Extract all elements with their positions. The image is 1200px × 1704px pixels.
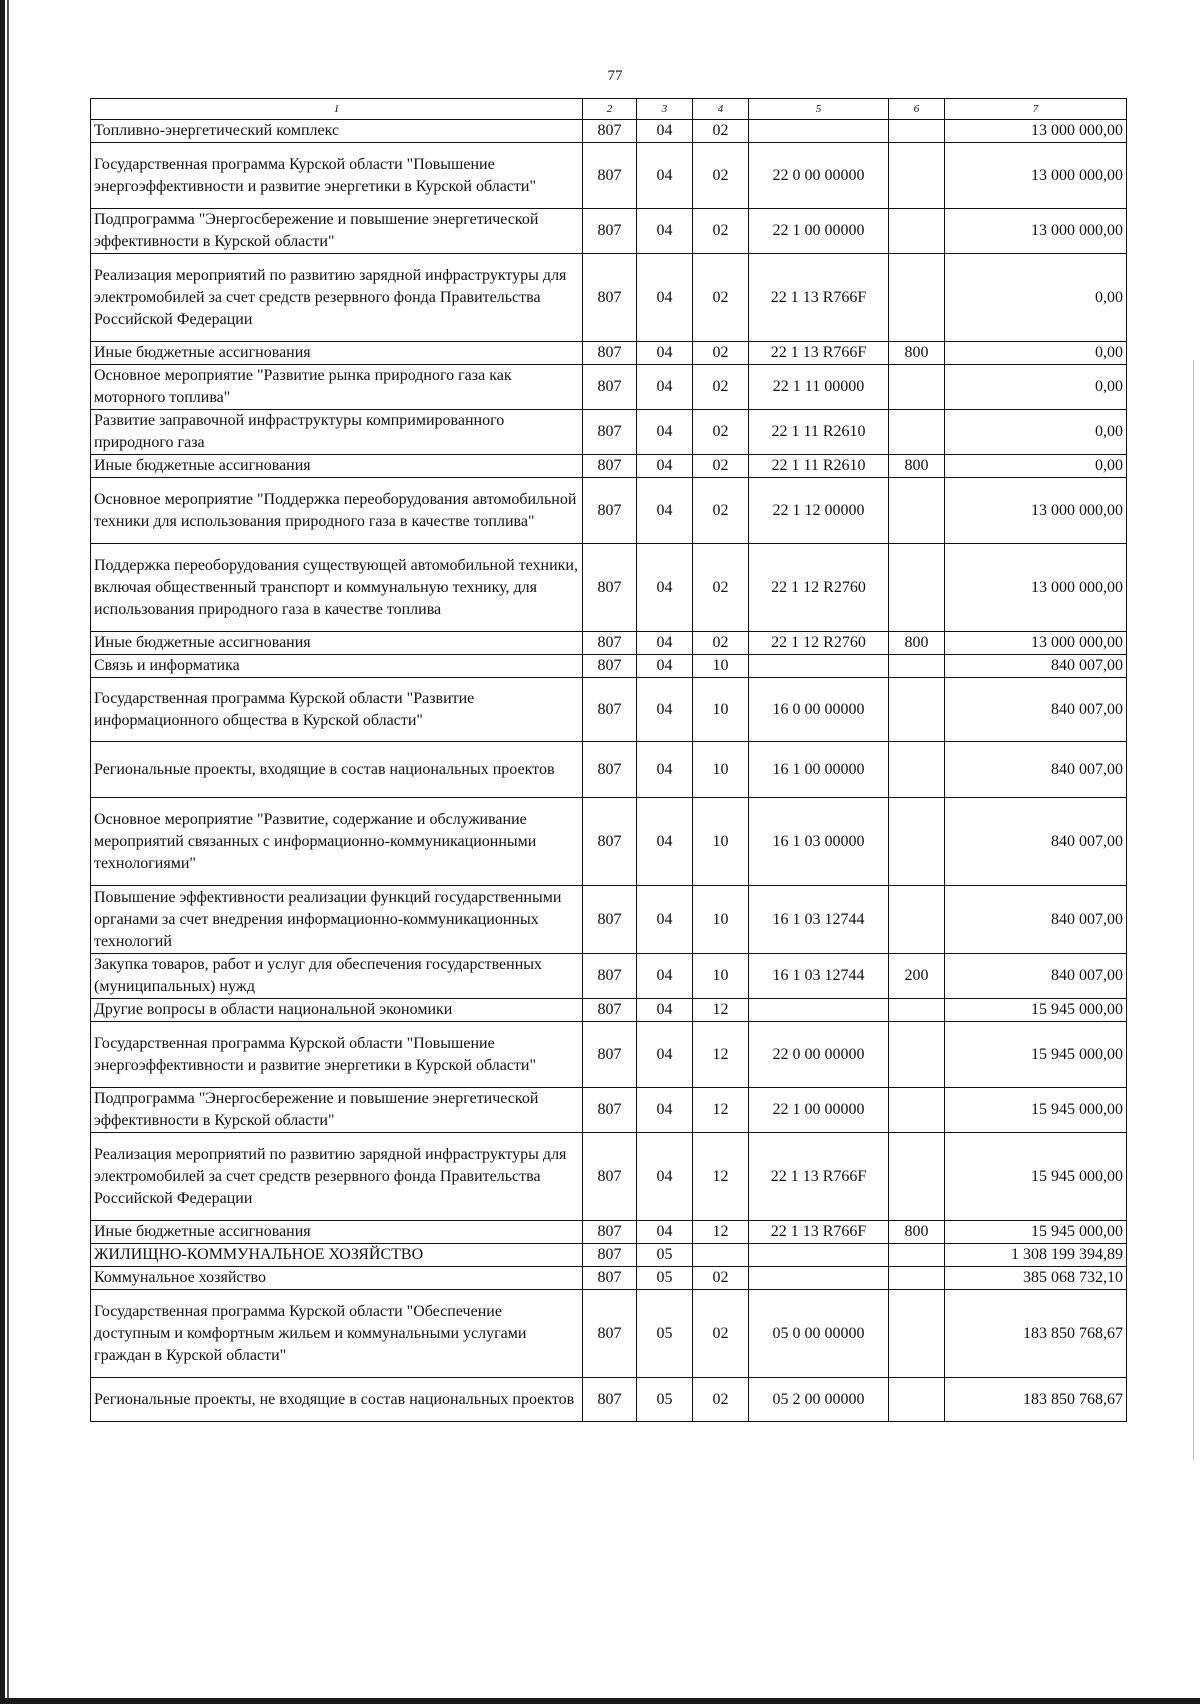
table-row [91,410,1127,455]
code-subsection: 02 [693,143,749,209]
code-gov: 807 [583,544,637,632]
code-subsection: 10 [693,655,749,678]
code-subsection: 02 [693,1290,749,1378]
row-amount: 840 007,00 [945,678,1127,742]
code-gov: 807 [583,1244,637,1267]
code-expense-type [889,655,945,678]
row-name: Закупка товаров, работ и услуг для обеспечения государственных (муниципальных) нужд [91,954,583,999]
code-expense-type [889,410,945,455]
code-subsection: 02 [693,342,749,365]
code-expense-type [889,742,945,798]
code-section: 04 [637,742,693,798]
table-row [91,254,1127,342]
code-subsection: 02 [693,254,749,342]
code-target [749,1267,889,1290]
table-row [91,1244,1127,1267]
column-header: 5 [749,99,889,120]
table-row [91,954,1127,999]
row-amount: 840 007,00 [945,742,1127,798]
table-row [91,478,1127,544]
table-row [91,999,1127,1022]
code-subsection: 10 [693,798,749,886]
code-expense-type [889,1022,945,1088]
code-gov: 807 [583,478,637,544]
table-row [91,632,1127,655]
row-amount: 15 945 000,00 [945,1022,1127,1088]
code-expense-type: 200 [889,954,945,999]
code-subsection: 12 [693,1133,749,1221]
table-row [91,886,1127,954]
code-gov: 807 [583,798,637,886]
code-section: 04 [637,655,693,678]
code-target: 22 1 13 R766F [749,1221,889,1244]
code-section: 04 [637,678,693,742]
code-subsection: 10 [693,678,749,742]
table-row [91,143,1127,209]
row-name: Подпрограмма "Энергосбережение и повышение энергетической эффективности в Курской области" [91,1088,583,1133]
row-name: Другие вопросы в области национальной экономики [91,999,583,1022]
row-name: Государственная программа Курской области "Обеспечение доступным и комфортным жильем и коммунальными услугами граждан в Курской области" [91,1290,583,1378]
table-row [91,342,1127,365]
code-expense-type: 800 [889,455,945,478]
code-section: 04 [637,954,693,999]
table-row [91,365,1127,410]
code-subsection: 02 [693,632,749,655]
row-name: Иные бюджетные ассигнования [91,632,583,655]
code-gov: 807 [583,1088,637,1133]
code-target [749,655,889,678]
code-section: 05 [637,1290,693,1378]
code-expense-type [889,886,945,954]
table-row [91,209,1127,254]
code-gov: 807 [583,954,637,999]
row-name: Развитие заправочной инфраструктуры компримированного природного газа [91,410,583,455]
code-expense-type [889,999,945,1022]
scan-border-right [1193,360,1194,1460]
code-subsection [693,1244,749,1267]
code-expense-type [889,678,945,742]
code-target: 22 1 12 00000 [749,478,889,544]
row-amount: 0,00 [945,410,1127,455]
code-expense-type [889,1133,945,1221]
row-amount: 15 945 000,00 [945,1133,1127,1221]
code-section: 04 [637,1088,693,1133]
code-gov: 807 [583,1133,637,1221]
row-name: Основное мероприятие "Поддержка переоборудования автомобильной техники для использования природного газа в качестве топлива" [91,478,583,544]
code-target [749,120,889,143]
code-gov: 807 [583,1022,637,1088]
code-subsection: 12 [693,1022,749,1088]
code-section: 04 [637,342,693,365]
code-target [749,999,889,1022]
code-expense-type [889,143,945,209]
row-name: Подпрограмма "Энергосбережение и повышение энергетической эффективности в Курской области" [91,209,583,254]
column-header: 3 [637,99,693,120]
code-gov: 807 [583,455,637,478]
table-row [91,1022,1127,1088]
code-expense-type [889,1267,945,1290]
code-target: 16 1 03 12744 [749,886,889,954]
code-target: 22 1 11 R2610 [749,455,889,478]
code-section: 04 [637,632,693,655]
table-row [91,455,1127,478]
row-name: Государственная программа Курской области "Повышение энергоэффективности и развитие энергетики в Курской области" [91,143,583,209]
code-expense-type [889,1244,945,1267]
row-name: Государственная программа Курской области "Развитие информационного общества в Курской области" [91,678,583,742]
code-target: 22 1 13 R766F [749,1133,889,1221]
code-subsection: 02 [693,365,749,410]
row-name: Иные бюджетные ассигнования [91,342,583,365]
row-name: Реализация мероприятий по развитию зарядной инфраструктуры для электромобилей за счет средств резервного фонда Правительства Российской Федерации [91,254,583,342]
row-amount: 13 000 000,00 [945,544,1127,632]
row-amount: 15 945 000,00 [945,1088,1127,1133]
code-subsection: 10 [693,954,749,999]
code-section: 04 [637,209,693,254]
code-section: 04 [637,544,693,632]
code-gov: 807 [583,1290,637,1378]
code-section: 04 [637,120,693,143]
code-expense-type [889,254,945,342]
code-gov: 807 [583,120,637,143]
row-amount: 840 007,00 [945,954,1127,999]
row-amount: 385 068 732,10 [945,1267,1127,1290]
scan-border-left [0,0,5,1704]
code-target: 22 0 00 00000 [749,143,889,209]
column-header: 4 [693,99,749,120]
row-amount: 0,00 [945,254,1127,342]
code-subsection: 02 [693,1267,749,1290]
code-gov: 807 [583,1267,637,1290]
column-number-row [91,99,1127,120]
table-row [91,1290,1127,1378]
code-subsection: 02 [693,209,749,254]
row-amount: 183 850 768,67 [945,1290,1127,1378]
code-target: 22 1 12 R2760 [749,632,889,655]
column-header: 2 [583,99,637,120]
row-amount: 13 000 000,00 [945,143,1127,209]
code-gov: 807 [583,143,637,209]
row-amount: 13 000 000,00 [945,209,1127,254]
table-row [91,120,1127,143]
code-section: 04 [637,410,693,455]
code-section: 04 [637,1221,693,1244]
code-gov: 807 [583,410,637,455]
row-name: Иные бюджетные ассигнования [91,1221,583,1244]
table-row [91,1221,1127,1244]
row-amount: 0,00 [945,455,1127,478]
row-name: ЖИЛИЩНО-КОММУНАЛЬНОЕ ХОЗЯЙСТВО [91,1244,583,1267]
code-section: 04 [637,478,693,544]
code-section: 04 [637,455,693,478]
table-row [91,678,1127,742]
row-amount: 15 945 000,00 [945,999,1127,1022]
row-amount: 0,00 [945,342,1127,365]
code-target: 22 1 00 00000 [749,1088,889,1133]
code-target [749,1244,889,1267]
code-expense-type [889,209,945,254]
code-gov: 807 [583,1221,637,1244]
code-target: 22 1 13 R766F [749,254,889,342]
code-section: 04 [637,1022,693,1088]
row-name: Связь и информатика [91,655,583,678]
row-amount: 840 007,00 [945,886,1127,954]
row-amount: 183 850 768,67 [945,1378,1127,1422]
code-section: 05 [637,1244,693,1267]
row-name: Повышение эффективности реализации функций государственными органами за счет внедрения информационно-коммуникационных технологий [91,886,583,954]
code-gov: 807 [583,999,637,1022]
code-gov: 807 [583,342,637,365]
code-expense-type [889,544,945,632]
row-amount: 840 007,00 [945,655,1127,678]
code-subsection: 02 [693,455,749,478]
code-gov: 807 [583,632,637,655]
code-target: 16 1 03 00000 [749,798,889,886]
code-target: 22 1 13 R766F [749,342,889,365]
code-target: 22 1 11 R2610 [749,410,889,455]
scan-border-left-inner [7,0,9,1704]
table-row [91,798,1127,886]
code-target: 16 1 03 12744 [749,954,889,999]
row-amount: 840 007,00 [945,798,1127,886]
code-subsection: 02 [693,478,749,544]
row-amount: 15 945 000,00 [945,1221,1127,1244]
code-target: 05 0 00 00000 [749,1290,889,1378]
code-target: 22 0 00 00000 [749,1022,889,1088]
code-gov: 807 [583,1378,637,1422]
code-gov: 807 [583,886,637,954]
code-expense-type: 800 [889,342,945,365]
table-row [91,544,1127,632]
code-expense-type [889,1378,945,1422]
code-expense-type: 800 [889,1221,945,1244]
column-header: 6 [889,99,945,120]
code-target: 16 1 00 00000 [749,742,889,798]
code-expense-type [889,1290,945,1378]
code-subsection: 10 [693,742,749,798]
code-gov: 807 [583,742,637,798]
code-subsection: 12 [693,1221,749,1244]
row-name: Реализация мероприятий по развитию зарядной инфраструктуры для электромобилей за счет средств резервного фонда Правительства Российской Федерации [91,1133,583,1221]
row-name: Коммунальное хозяйство [91,1267,583,1290]
code-section: 04 [637,365,693,410]
code-subsection: 12 [693,1088,749,1133]
code-target: 22 1 11 00000 [749,365,889,410]
code-section: 05 [637,1378,693,1422]
code-subsection: 02 [693,1378,749,1422]
code-target: 16 0 00 00000 [749,678,889,742]
code-subsection: 02 [693,544,749,632]
code-expense-type [889,798,945,886]
code-expense-type [889,365,945,410]
code-gov: 807 [583,209,637,254]
code-section: 04 [637,798,693,886]
row-amount: 13 000 000,00 [945,478,1127,544]
row-name: Основное мероприятие "Развитие, содержание и обслуживание мероприятий связанных с информационно-коммуникационными технологиями" [91,798,583,886]
page-number: 77 [607,68,623,84]
code-section: 04 [637,143,693,209]
code-section: 04 [637,999,693,1022]
row-amount: 13 000 000,00 [945,120,1127,143]
row-amount: 0,00 [945,365,1127,410]
row-amount: 1 308 199 394,89 [945,1244,1127,1267]
code-subsection: 02 [693,120,749,143]
table-row [91,742,1127,798]
code-gov: 807 [583,655,637,678]
code-expense-type: 800 [889,632,945,655]
table-row [91,1133,1127,1221]
code-subsection: 10 [693,886,749,954]
table-row [91,1267,1127,1290]
column-header: 7 [945,99,1127,120]
row-name: Региональные проекты, входящие в состав национальных проектов [91,742,583,798]
row-name: Региональные проекты, не входящие в состав национальных проектов [91,1378,583,1422]
code-expense-type [889,1088,945,1133]
code-section: 04 [637,886,693,954]
row-name: Топливно-энергетический комплекс [91,120,583,143]
column-header: 1 [91,99,583,120]
code-subsection: 12 [693,999,749,1022]
table-row [91,655,1127,678]
code-expense-type [889,120,945,143]
code-expense-type [889,478,945,544]
code-gov: 807 [583,678,637,742]
code-target: 05 2 00 00000 [749,1378,889,1422]
code-section: 04 [637,254,693,342]
code-section: 04 [637,1133,693,1221]
table-row [91,1088,1127,1133]
row-name: Основное мероприятие "Развитие рынка природного газа как моторного топлива" [91,365,583,410]
code-subsection: 02 [693,410,749,455]
code-target: 22 1 12 R2760 [749,544,889,632]
row-name: Иные бюджетные ассигнования [91,455,583,478]
code-gov: 807 [583,254,637,342]
row-amount: 13 000 000,00 [945,632,1127,655]
code-target: 22 1 00 00000 [749,209,889,254]
row-name: Государственная программа Курской области "Повышение энергоэффективности и развитие энергетики в Курской области" [91,1022,583,1088]
budget-table [90,98,1127,1422]
table-row [91,1378,1127,1422]
code-section: 05 [637,1267,693,1290]
code-gov: 807 [583,365,637,410]
scan-border-bottom [0,1698,1200,1704]
row-name: Поддержка переоборудования существующей автомобильной техники, включая общественный транспорт и коммунальную технику, для использования природного газа в качестве топлива [91,544,583,632]
